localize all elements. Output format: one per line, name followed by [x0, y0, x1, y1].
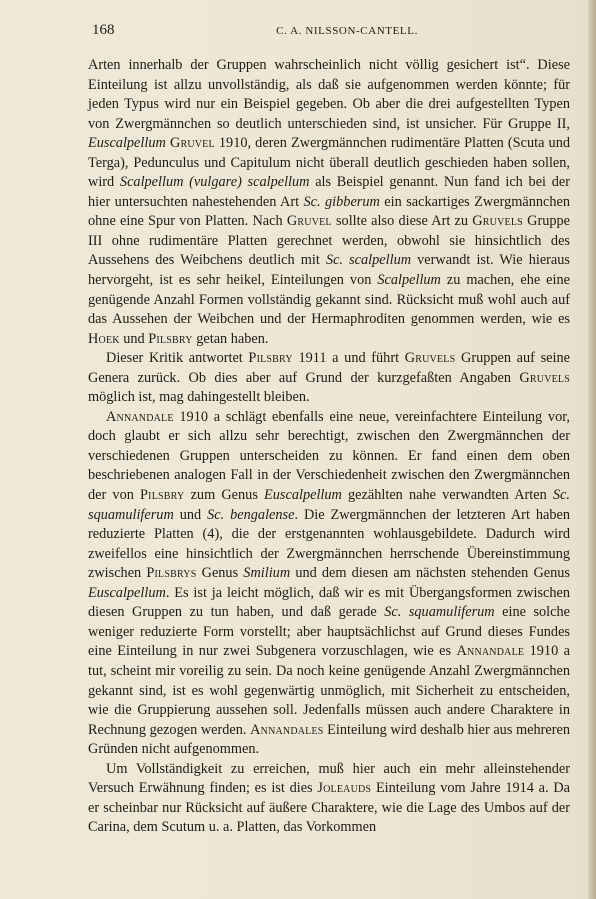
author-name: Gruvels — [472, 213, 523, 230]
author-name: Annandale — [456, 643, 525, 660]
text-run: Einteilung vom Jahre 1914 a. Da er scheinbar nur Rücksicht auf äußere Charaktere, wie die Lage des Umbos auf der Carina, dem Scutum u. a. Platten, das Vorkommen — [88, 780, 570, 836]
text-run: gezählten nahe verwandten Arten — [341, 487, 553, 504]
text-run: Einteilung wird deshalb hier aus mehreren Gründen nicht aufgenommen. — [88, 721, 570, 758]
taxon-name: Euscalpellum — [264, 487, 342, 504]
author-name: Gruvel — [286, 213, 332, 230]
text-run: 1911 a und führt — [292, 350, 405, 367]
paragraph — [88, 349, 570, 408]
text-run: 1910 a schlägt ebenfalls eine neue, vereinfachtere Einteilung vor, doch glaubt er sich allzu sehr berechtigt, zwischen den Zwergmännchen der verschiedenen Gruppen unterscheiden zu können. Er fand einen dem oben beschriebenen analogen Fall in der Verschiedenheit zwischen den Zwergmännchen der von — [88, 408, 570, 504]
text-run: zum Genus — [184, 487, 265, 504]
taxon-name: Euscalpellum — [88, 584, 166, 601]
paragraph — [88, 408, 570, 760]
taxon-name: Sc. squamuliferum — [88, 487, 570, 523]
author-name: Hoek — [88, 330, 120, 347]
running-head: C. A. NILSSON-CANTELL. — [276, 25, 418, 37]
author-name: Gruvels — [404, 350, 456, 367]
paragraph — [88, 760, 570, 838]
text-run: sollte also diese Art zu — [331, 213, 473, 230]
taxon-name: Sc. gibberum — [303, 193, 380, 210]
author-name: Annandale — [106, 408, 174, 425]
text-run: getan haben. — [192, 330, 269, 347]
author-name: Pilsbrys — [146, 565, 197, 582]
text-run: Gruppe III ohne rudimentäre Platten gerechnet werden, obwohl sie hinsichtlich des Aussehens des Weibchens deutlich mit — [88, 213, 571, 269]
taxon-name: Smilium — [243, 565, 291, 582]
author-name: Pilsbry — [248, 350, 293, 367]
text-run: Dieser Kritik antwortet — [106, 350, 249, 367]
text-run: . Die Zwergmännchen der letzteren Art haben reduzierte Platten (4), die der erstgenannten wohlausgebildete. Dadurch wird zweifellos eine hinsichtlich der Zwergmännchen herrschende Übereinstimmung zwischen — [88, 506, 570, 582]
author-name: Pilsbry — [148, 330, 193, 347]
text-run: eine solche weniger reduzierte Form vorstellt; aber hauptsächlichst auf Grund dieses Fundes eine Einteilung in nur zwei Subgenera vorzuschlagen, wie es — [88, 604, 570, 660]
text-run: möglich ist, mag dahingestellt bleiben. — [88, 389, 310, 406]
text-run: ein sackartiges Zwergmännchen ohne eine Spur von Platten. Nach — [88, 193, 570, 230]
text-run: als Beispiel genannt. Nun fand ich bei der hier untersuchten nahestehenden Art — [88, 174, 570, 210]
text-run: Gruppen auf seine Genera zurück. Ob dies aber auf Grund der kurzgefaßten Angaben — [88, 350, 570, 386]
page-number: 168 — [92, 22, 115, 38]
text-run: und — [173, 506, 208, 523]
taxon-name: Euscalpellum — [88, 135, 166, 152]
body-text — [88, 56, 570, 838]
text-run: zu machen, ehe eine genügende Anzahl Formen vollständig gekannt sind. Rücksicht muß wohl auch auf das Aussehen der Weibchen und der Hermaphroditen genommen werden, wie es — [88, 272, 570, 328]
author-name: Gruvels — [519, 369, 570, 386]
author-name: Annandales — [250, 721, 324, 738]
taxon-name: Sc. squamuliferum — [384, 604, 495, 621]
text-run: und dem diesen am nächsten stehenden Genus — [290, 565, 570, 582]
text-run: verwandt ist. Wie hieraus hervorgeht, ist es sehr heikel, Einteilungen von — [88, 252, 570, 289]
page-edge — [588, 0, 596, 899]
page-header — [92, 22, 558, 40]
taxon-name: Sc. scalpellum — [325, 252, 412, 269]
taxon-name: Scalpellum — [377, 272, 441, 289]
taxon-name: Scalpellum (vulgare) scalpellum — [119, 174, 310, 191]
taxon-name: Sc. bengalense — [207, 506, 295, 523]
text-run: 1910, deren Zwergmännchen rudimentäre Platten (Scuta und Terga), Pedunculus und Capitulum nicht überall deutlich geschieden haben sollen, wird — [88, 135, 570, 191]
author-name: Gruvel — [169, 135, 215, 152]
author-name: Joleauds — [317, 780, 372, 797]
author-name: Pilsbry — [140, 487, 185, 504]
text-run: Genus — [196, 565, 244, 582]
text-run: Arten innerhalb der Gruppen wahrscheinlich nicht völlig gesichert ist“. Diese Einteilung ist allzu unvollständig, als daß sie aufgenommen werden könnte; für jeden Typus wird nur ein Beispiel gegeben. Ob aber die drei aufgestellten Typen von Zwergmännchen so deutlich unterschieden sind, ist unsicher. Für Gruppe II, — [88, 57, 570, 132]
text-run: Um Vollständigkeit zu erreichen, muß hier auch ein mehr alleinstehender Versuch Erwähnung finden; es ist dies — [88, 760, 570, 797]
text-run: . Es ist ja leicht möglich, daß wir es mit Übergangsformen zwischen diesen Gruppen zu tun haben, und daß gerade — [88, 584, 570, 621]
text-run: und — [119, 330, 149, 347]
paragraph — [88, 56, 570, 349]
text-run: 1910 a tut, scheint mir voreilig zu sein. Da noch keine genügende Anzahl Zwergmännchen gekannt sind, ist es wohl gegenwärtig unmöglich, mit Sicherheit zu entscheiden, wie die Gruppierung aussehen soll. Jedenfalls müssen auch andere Charaktere in Rechnung gezogen werden. — [88, 643, 570, 738]
